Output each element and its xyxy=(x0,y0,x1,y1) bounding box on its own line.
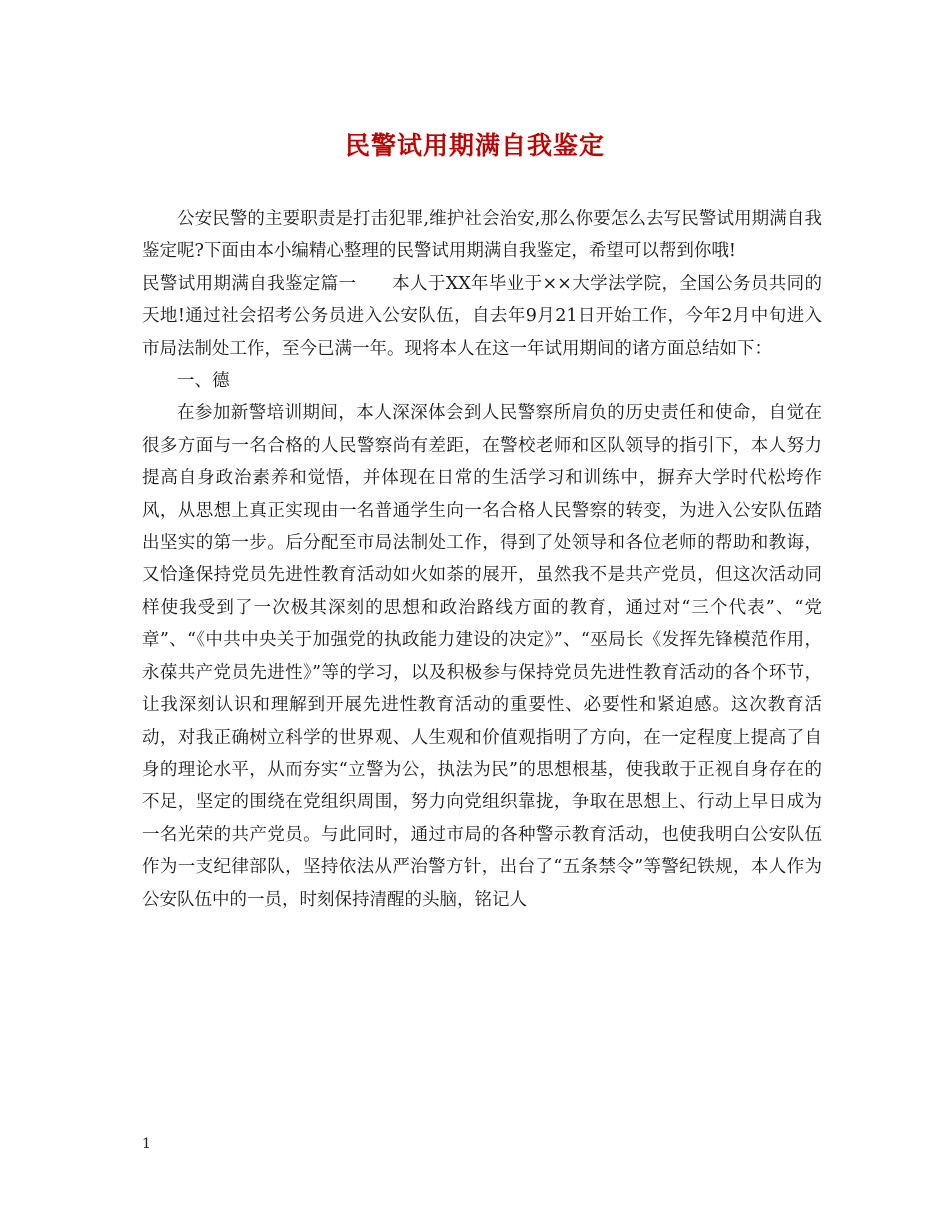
intro-paragraph: 公安民警的主要职责是打击犯罪,维护社会治安,那么你要怎么去写民警试用期满自我鉴定呢?下面由本小编精心整理的民警试用期满自我鉴定，希望可以帮到你哦! xyxy=(142,209,822,262)
document-body xyxy=(142,203,822,916)
body-paragraph: 在参加新警培训期间，本人深深体会到人民警察所肩负的历史责任和使命，自觉在很多方面与一名合格的人民警察尚有差距，在警校老师和区队领导的指引下，本人努力提高自身政治素养和觉悟，并体现在日常的生活学习和训练中，摒弃大学时代松垮作风，从思想上真正实现由一名普通学生向一名合格人民警察的转变，为进入公安队伍踏出坚实的第一步。后分配至市局法制处工作，得到了处领导和各位老师的帮助和教诲，又恰逢保持党员先进性教育活动如火如荼的展开，虽然我不是共产党员，但这次活动同样使我受到了一次极其深刻的思想和政治路线方面的教育，通过对“三个代表”、“党章”、“《中共中央关于加强党的执政能力建设的决定》”、“巫局长《发挥先锋模范作用，永葆共产党员先进性》”等的学习，以及积极参与保持党员先进性教育活动的各个环节，让我深刻认识和理解到开展先进性教育活动的重要性、必要性和紧迫感。这次教育活动，对我正确树立科学的世界观、人生观和价值观指明了方向，在一定程度上提高了自身的理论水平，从而夯实“立警为公，执法为民”的思想根基，使我敢于正视自身存在的不足，坚定的围绕在党组织周围，努力向党组织靠拢，争取在思想上、行动上早日成为一名光荣的共产党员。与此同时，通过市局的各种警示教育活动，也使我明白公安队伍作为一支纪律部队，坚持依法从严治警方针，出台了“五条禁令”等警纪铁规，本人作为公安队伍中的一员，时刻保持清醒的头脑，铭记人 xyxy=(142,403,822,910)
document-title: 民警试用期满自我鉴定 xyxy=(344,131,605,160)
section-heading-de: 一、德 xyxy=(177,371,230,392)
section-intro-paragraph: 民警试用期满自我鉴定篇一 本人于XX年毕业于××大学法学院，全国公务员共同的天地!通过社会招考公务员进入公安队伍，自去年9月21日开始工作，今年2月中旬进入市局法制处工作，至今已满一年。现将本人在这一年试用期间的诸方面总结如下： xyxy=(142,273,822,359)
page-number: 1 xyxy=(142,1136,151,1152)
